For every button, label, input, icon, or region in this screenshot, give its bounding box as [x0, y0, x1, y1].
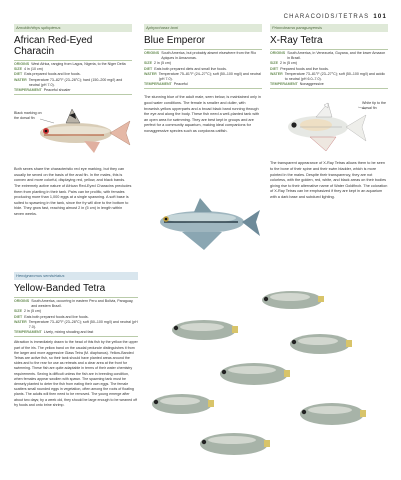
- blue-emperor-photo: [142, 186, 262, 270]
- fact-row: ORIGINS South America, occurring in eastern Peru and Bolivia, Paraguay, and western Brazil.: [14, 299, 134, 309]
- fact-row: TEMPERAMENT Peaceful shoaler: [14, 88, 71, 93]
- yellow-banded-tetra-photo: [142, 272, 387, 472]
- photo-caption: Black marking on the dorsal fin: [14, 111, 42, 120]
- fact-row: SIZE 2 in (5 cm): [270, 61, 297, 66]
- species-description: Both sexes share the characteristic red eye marking, but they can usually be sexed on the basis of the anal fin. In the males, this is convex and more colorful, displaying red, yellow, and black bands. The extremely active nature of African Red-Eyed Characins precludes them from planting in their tank. Pairs can be prolific, with females producing more than 1,000 eggs at a single spawning. A soft base is suited to spawning in the tank, since the fry will dive to the bottom to hide. They grow fast, reaching almost 2 in (5 cm) in length within seven weeks.: [14, 167, 132, 216]
- fact-box: [270, 49, 388, 89]
- fact-box: [14, 60, 132, 95]
- species-title: African Red-Eyed Characin: [14, 35, 93, 57]
- species-title: X-Ray Tetra: [270, 35, 323, 46]
- fact-row: TEMPERAMENT Lively, mixing shoaling and fast: [14, 330, 94, 335]
- page-header: [284, 14, 387, 20]
- species-x-ray-tetra: [270, 24, 388, 201]
- species-blue-emperor: [144, 24, 262, 135]
- tetra-school-illustration: [142, 272, 387, 472]
- fact-box: [144, 49, 262, 89]
- fact-row: WATER Temperature 73–82°F (23–28°C); soft (50–100 mg/l) and neutral (pH 7.0).: [14, 319, 138, 330]
- species-description: Attraction is immediately drawn to the head of this fish by the yellow the upper part of the iris. The yellow band on the caudal peduncle distinguishes it from the larger and more aggressive Glass Tetra (M. diaphanus). Yellow-Banded Tetras are active fish, so their tank should have planted areas around the sides and to the rear for use as retreats and a clear area at the front for swimming. These fish are quite adaptable in terms of their water chemistry requirements. Sexing is difficult unless the fish are in breeding condition, when females appear swollen with spawn. The spawning tank must be densely planted to deter the fish from eating their own eggs. The female scatters small rounded eggs in vegetation, often among the roots of floating plants. The adults will then need to be removed. The young emerge after about two days; by a week old, they should be large enough to be weaned off fry foods and onto brine shrimp.: [14, 340, 138, 407]
- fact-row: SIZE 4 in (10 cm): [14, 67, 43, 72]
- species-title: Yellow-Banded Tetra: [14, 283, 106, 294]
- fact-row: ORIGINS South America, but probably absent elsewhere from the Rio Apiques in Amazonas.: [144, 51, 257, 61]
- fact-row: TEMPERAMENT Nonaggressive: [270, 82, 324, 87]
- photo-caption: White tip to the dorsal fin: [362, 101, 386, 111]
- fact-row: SIZE 2 in (5 cm): [144, 61, 171, 66]
- species-description: The transparent appearance of X-Ray Tetras allows them to be seen to the bone of their spine and their swim bladder, which is more pointed in the males. Despite their transparency, they are not colorless, with the golden, red, white, and black areas on their bodies giving rise to their alternative name of Water Goldfinch. The coloration of X-Ray Tetras can be emphasized if they are kept in an aquarium with a dark base and subdued lighting.: [270, 161, 388, 199]
- fact-row: WATER Temperature 75–81°F (24–27°C); soft (50–100 mg/l) and neutral (pH 7.0).: [144, 71, 261, 82]
- fact-row: DIET Eats prepared foods and live foods.: [14, 72, 81, 77]
- fact-box: [14, 297, 138, 337]
- fact-row: DIET Eats both prepared diets and small live foods.: [144, 66, 227, 71]
- scientific-name: Aphyocharax boni: [144, 24, 262, 32]
- scientific-name: Arnoldichthys spilopterus: [14, 24, 132, 32]
- fact-row: WATER Temperature 73–82°F (23–28°C); hard (150–200 mg/l) and neutral (pH 7.0).: [14, 77, 123, 87]
- species-yellow-banded-tetra: [14, 272, 138, 408]
- fact-row: ORIGINS South America, in Venezuela, Guyana, and the lower Amazon in Brazil.: [270, 51, 386, 61]
- fact-row: ORIGINS West Africa, ranging from Lagos, Nigeria, to the Niger Delta: [14, 62, 126, 66]
- page-number: 101: [373, 14, 387, 20]
- scientific-name: Prionobrama paraguayensis: [270, 24, 388, 32]
- scientific-name: Hemigrammus semistriatus: [14, 272, 138, 280]
- fish-photo-african: [14, 101, 132, 167]
- fact-row: TEMPERAMENT Peaceful: [144, 82, 188, 87]
- fact-row: WATER Temperature 73–81°F (23–27°C); soft (50–100 mg/l) and acidic to neutral (pH 6.0–7.0).: [270, 71, 386, 82]
- fact-row: DIET Prepared foods and live foods.: [270, 66, 329, 71]
- species-african-red-eyed: [14, 24, 132, 218]
- species-description: The stunning blue of the adult male, seen below, is maintained only in good water conditions. The female is smaller and duller, with brownish-yellow upperparts and a broad black band running through the eye and along the body. These fish need a well-planted tank with an open area for swimming. They are best kept in groups and are perfect for a community aquarium, making ideal companions for nonaggressive species such as corydoras catfish.: [144, 95, 261, 133]
- fish-photo-xray: [270, 95, 388, 161]
- species-title: Blue Emperor: [144, 35, 206, 46]
- fact-row: DIET Eats both prepared foods and live foods.: [14, 314, 89, 319]
- fact-row: SIZE 2 in (5 cm): [14, 309, 41, 314]
- section-title: CHARACOIDS/TETRAS: [283, 14, 370, 20]
